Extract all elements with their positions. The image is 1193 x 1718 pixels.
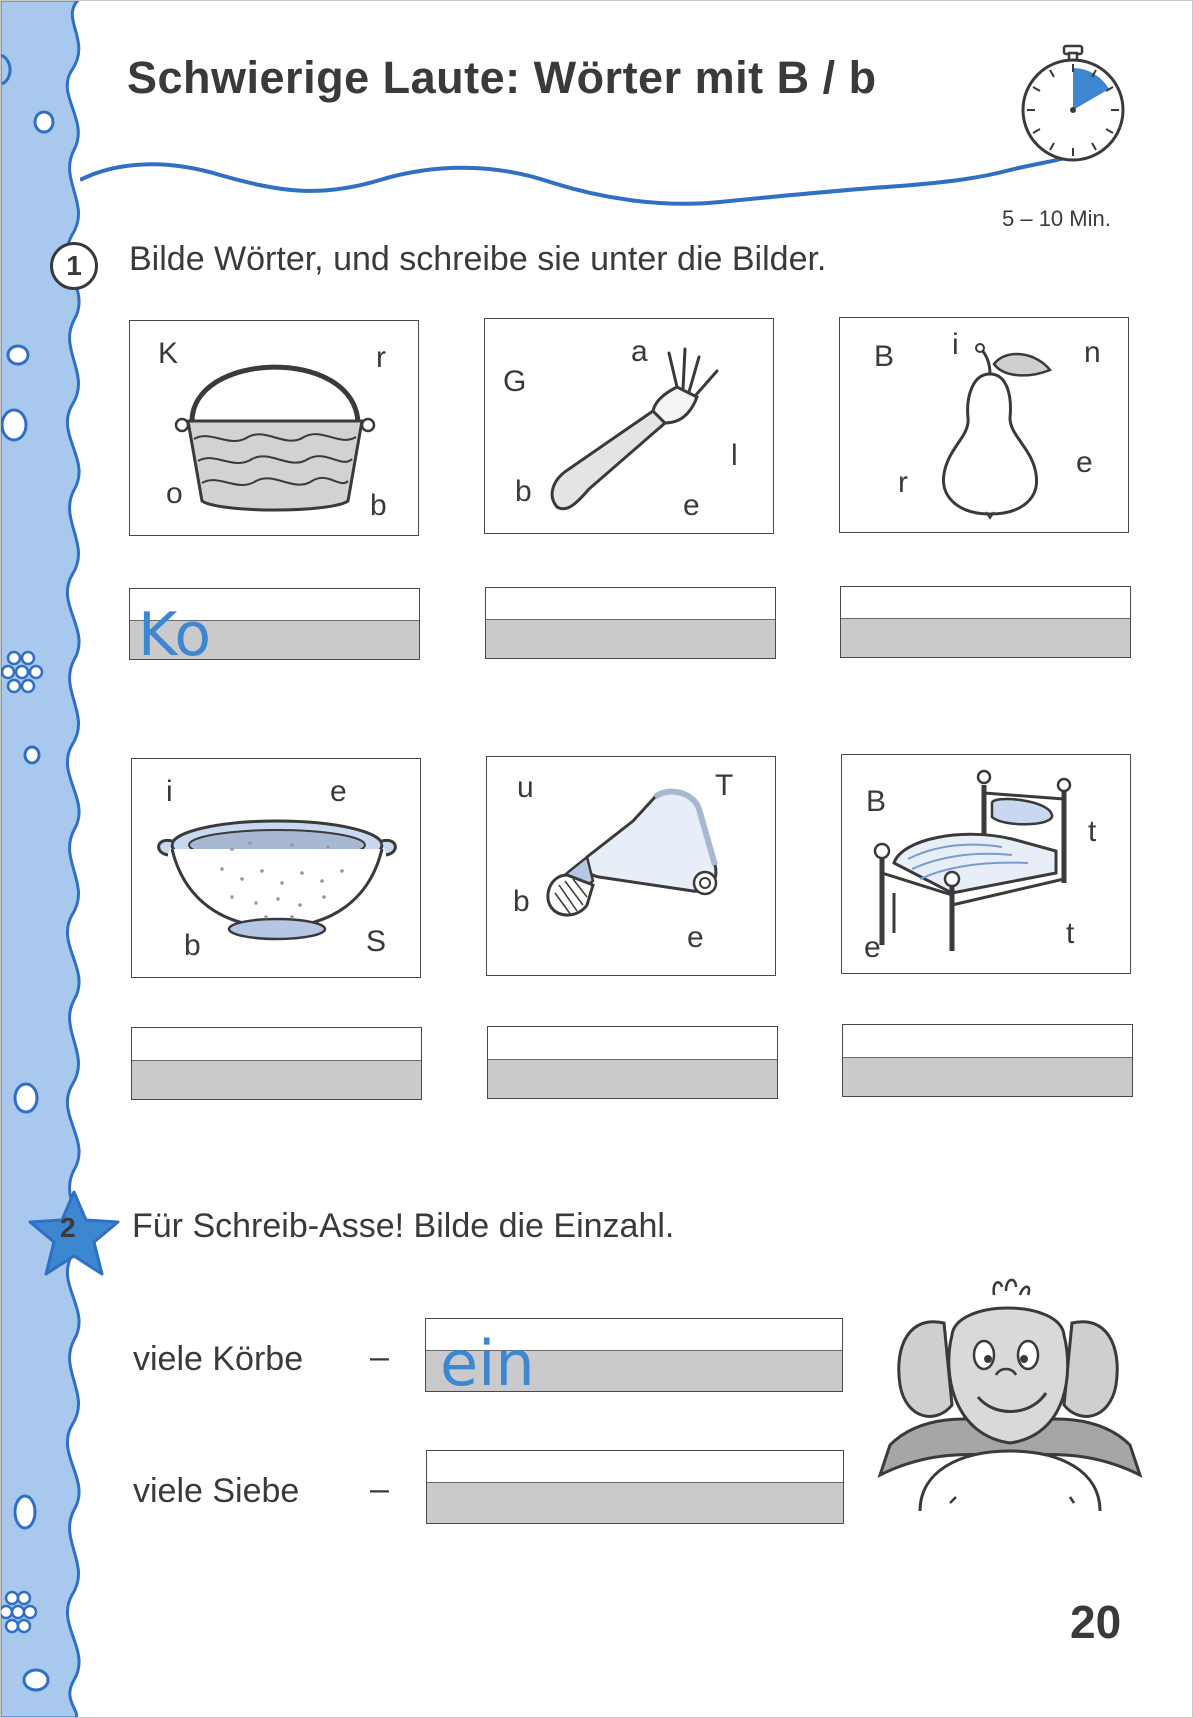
answer-line-basket[interactable] bbox=[129, 588, 420, 660]
writing-band bbox=[843, 1057, 1132, 1096]
scrambled-letter: K bbox=[158, 337, 179, 370]
scrambled-letter: u bbox=[517, 771, 534, 804]
writing-band bbox=[427, 1482, 843, 1523]
elephant-mascot-icon bbox=[860, 1275, 1160, 1525]
scrambled-letter: e bbox=[864, 931, 881, 964]
picture-card-fork bbox=[484, 318, 774, 534]
writing-band bbox=[488, 1059, 777, 1098]
writing-band bbox=[841, 618, 1130, 657]
scrambled-letter: e bbox=[330, 775, 347, 808]
page-title: Schwierige Laute: Wörter mit B / b bbox=[127, 52, 877, 103]
answer-line-pear[interactable] bbox=[840, 586, 1131, 658]
answer-text: Ko bbox=[138, 600, 212, 660]
task-2-number: 2 bbox=[60, 1212, 76, 1243]
answer-line-koerbe[interactable] bbox=[425, 1318, 843, 1392]
scrambled-letter: o bbox=[166, 477, 183, 510]
scrambled-letter: B bbox=[866, 785, 887, 818]
scrambled-letter: a bbox=[631, 335, 648, 368]
answer-line-siebe[interactable] bbox=[426, 1450, 844, 1524]
dash-separator: – bbox=[370, 1470, 389, 1508]
picture-card-pear bbox=[839, 317, 1129, 533]
answer-line-bed[interactable] bbox=[842, 1024, 1133, 1097]
picture-card-sieve bbox=[131, 758, 421, 978]
time-estimate: 5 – 10 Min. bbox=[1002, 206, 1111, 231]
scrambled-letter: e bbox=[1076, 446, 1093, 479]
writing-band bbox=[132, 1060, 421, 1099]
scrambled-letter: b bbox=[370, 489, 387, 522]
picture-card-basket bbox=[129, 320, 419, 536]
header-wave-divider bbox=[80, 150, 1080, 220]
scrambled-letter: i bbox=[952, 328, 959, 361]
scrambled-letter: b bbox=[184, 929, 201, 962]
answer-line-sieve[interactable] bbox=[131, 1027, 422, 1100]
scrambled-letter: b bbox=[513, 885, 530, 918]
scrambled-letter: l bbox=[731, 439, 738, 472]
scrambled-letter: e bbox=[687, 921, 704, 954]
scrambled-letter: t bbox=[1066, 917, 1075, 950]
scrambled-letter: T bbox=[715, 769, 734, 802]
scrambled-letter: B bbox=[874, 340, 895, 373]
page-number: 20 bbox=[1070, 1596, 1122, 1648]
scrambled-letter: b bbox=[515, 475, 532, 508]
scrambled-letter: n bbox=[1084, 336, 1101, 369]
task-1-instruction: Bilde Wörter, und schreibe sie unter die Bilder. bbox=[129, 240, 827, 278]
phrase-koerbe: viele Körbe bbox=[133, 1340, 304, 1378]
stopwatch-icon bbox=[1015, 42, 1130, 162]
scrambled-letter: i bbox=[166, 775, 173, 808]
scrambled-letter: r bbox=[376, 341, 386, 374]
answer-line-tube[interactable] bbox=[487, 1026, 778, 1099]
picture-card-tube bbox=[486, 756, 776, 976]
picture-card-bed bbox=[841, 754, 1131, 974]
scrambled-letter: r bbox=[898, 466, 908, 499]
answer-line-fork[interactable] bbox=[485, 587, 776, 659]
scrambled-letter: S bbox=[366, 925, 387, 958]
dash-separator: – bbox=[370, 1338, 389, 1376]
star-badge-icon bbox=[28, 1188, 124, 1280]
answer-text: ein bbox=[440, 1327, 535, 1392]
task-2-instruction: Für Schreib-Asse! Bilde die Einzahl. bbox=[132, 1207, 675, 1245]
phrase-siebe: viele Siebe bbox=[133, 1472, 300, 1510]
scrambled-letter: G bbox=[503, 365, 527, 398]
scrambled-letter: t bbox=[1088, 815, 1097, 848]
task-1-number: 1 bbox=[50, 242, 98, 290]
scrambled-letter: e bbox=[683, 489, 700, 522]
writing-band bbox=[486, 619, 775, 658]
